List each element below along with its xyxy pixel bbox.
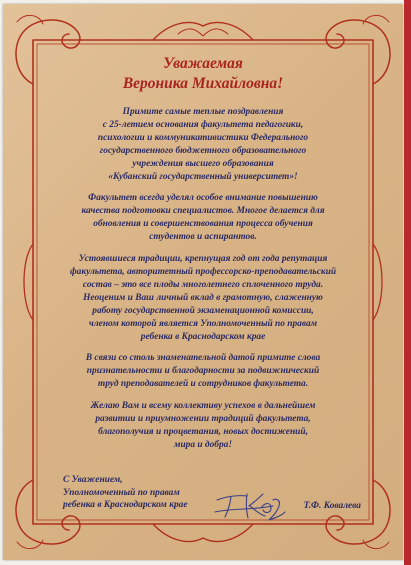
text-line: Факультет всегда уделял особое внимание повышению <box>88 193 318 204</box>
text-line: труд преподавателей и сотрудников факультета. <box>97 379 309 390</box>
cover-edge <box>404 0 411 565</box>
text-line: благополучия и процветания, новых достижений, <box>98 426 308 437</box>
text-line: работу государственной экзаменационной комиссии, <box>92 305 314 316</box>
text-line: Примите самые теплые поздравления <box>122 107 284 117</box>
signer-name: Т.Ф. Ковалева <box>303 501 361 511</box>
text-line: мира и добра! <box>174 439 232 450</box>
letter-body <box>49 54 357 452</box>
text-line: Неоценим и Ваш личный вклад в грамотную, слаженную <box>83 292 323 303</box>
paragraph-congratulation <box>49 106 357 183</box>
closing-line: Уполномоченный по правам <box>63 487 180 498</box>
text-line: В связи со столь знаменательной датой примите слова <box>85 353 321 364</box>
letter-footer <box>63 474 363 524</box>
text-line: студентов и аспирантов. <box>149 232 257 243</box>
handwritten-signature <box>213 486 288 524</box>
closing-line: С Уважением, <box>63 475 123 485</box>
certificate-page <box>3 4 403 560</box>
text-line: с 25-летием основания факультета педагогики, <box>102 119 304 130</box>
text-line: качества подготовки специалистов. Многое делается для <box>81 206 325 217</box>
paragraph-traditions <box>49 253 357 343</box>
paragraph-quality <box>49 192 357 244</box>
closing-line: ребенка в Краснодарском крае <box>63 500 188 510</box>
text-line: обновления и совершенствования процесса обучения <box>93 219 313 230</box>
text-line: факультета, авторитетный профессорско-преподавательский <box>69 266 337 277</box>
salutation-line: Уважаемая <box>163 55 243 72</box>
text-line: государственного бюджетного образовательного <box>99 145 307 156</box>
paragraph-wishes <box>49 400 357 452</box>
text-line: ребенка в Краснодарском крае <box>140 331 266 342</box>
text-line: Устоявшиеся традиции, крепнущая год от года репутация <box>78 254 328 265</box>
closing-block <box>63 474 187 512</box>
text-line: учреждения высшего образования <box>132 158 274 169</box>
text-line: членом которой является Уполномоченный по правам <box>88 318 318 329</box>
text-line: состав – это все плоды многолетнего сплоченного труда. <box>82 279 324 290</box>
text-line: развитии и приумножении традиций факультета, <box>95 414 311 425</box>
salutation <box>49 54 357 94</box>
text-line: психологии и коммуникативистики Федерального <box>97 132 309 143</box>
salutation-line: Вероника Михайловна! <box>122 75 284 92</box>
text-line: признательности и благодарности за подвижнический <box>86 366 320 377</box>
text-line: «Кубанский государственный университет»! <box>108 171 298 182</box>
paragraph-gratitude <box>49 352 357 391</box>
text-line: Желаю Вам и всему коллективу успехов в дальнейшем <box>90 401 316 412</box>
